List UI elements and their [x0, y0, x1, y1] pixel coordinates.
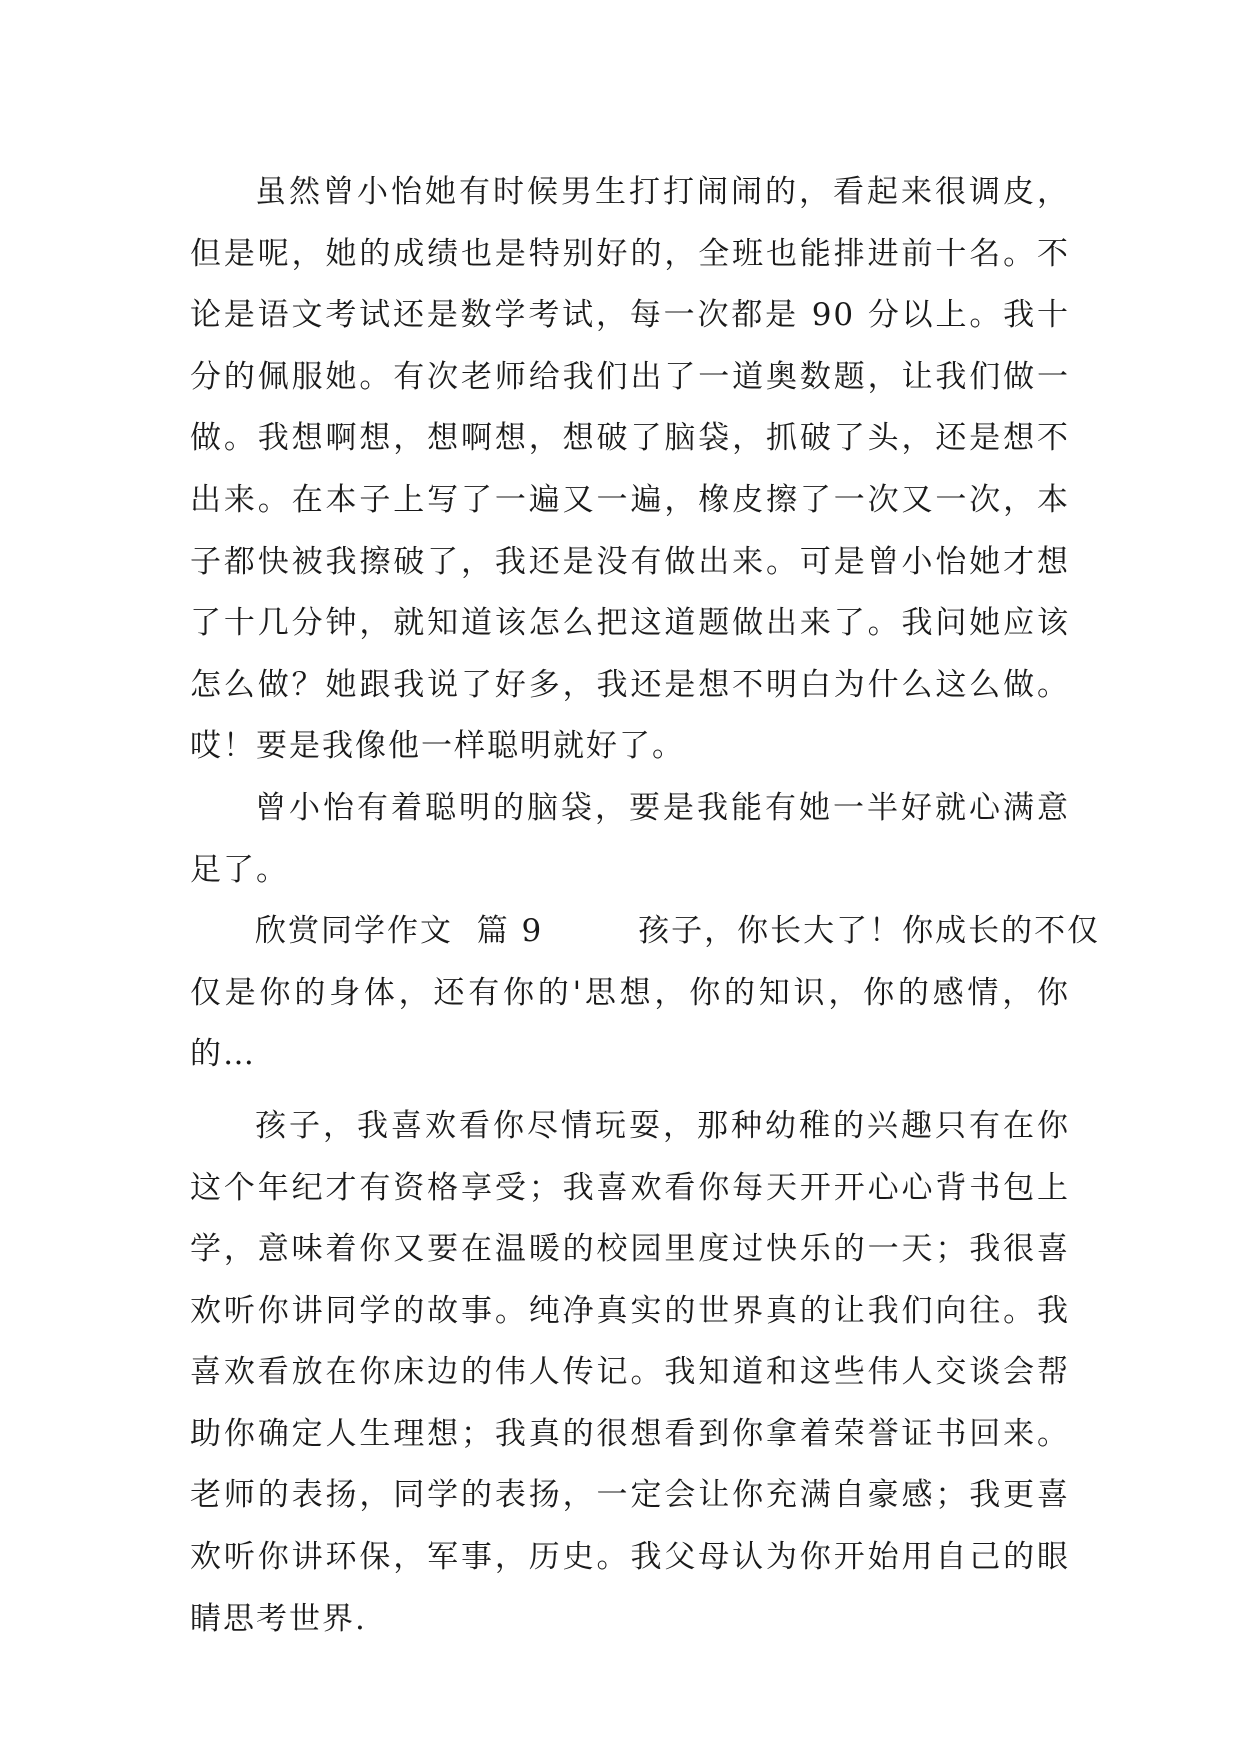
- text-line: 做。我想啊想，想啊想，想破了脑袋，抓破了头，还是想不: [190, 420, 1070, 457]
- text-line: 怎么做？她跟我说了好多，我还是想不明白为什么这么做。: [190, 666, 1070, 703]
- paragraph: [190, 901, 1101, 1086]
- text-line: 子都快被我擦破了，我还是没有做出来。可是曾小怡她才想: [190, 543, 1070, 580]
- text-line: 仅是你的身体，还有你的'思想，你的知识，你的感情，你: [190, 974, 1070, 1011]
- text-line: 分的佩服她。有次老师给我们出了一道奥数题，让我们做一: [190, 358, 1070, 395]
- paragraph-gap: [190, 1086, 1070, 1096]
- document-body: [190, 162, 1101, 1650]
- text-line: 哎！要是我像他一样聪明就好了。: [190, 728, 685, 765]
- text-line: 了十几分钟，就知道该怎么把这道题做出来了。我问她应该: [190, 605, 1070, 642]
- text-line: 但是呢，她的成绩也是特别好的，全班也能排进前十名。不: [190, 235, 1070, 272]
- text-line: 孩子，我喜欢看你尽情玩耍，那种幼稚的兴趣只有在你: [255, 1107, 1070, 1144]
- text-line: 足了。: [190, 851, 289, 888]
- text-line: 曾小怡有着聪明的脑袋，要是我能有她一半好就心满意: [255, 789, 1070, 826]
- text-line: 老师的表扬，同学的表扬，一定会让你充满自豪感；我更喜: [190, 1477, 1070, 1514]
- paragraph: [190, 778, 1070, 901]
- text-line: 欢听你讲同学的故事。纯净真实的世界真的让我们向往。我: [190, 1292, 1070, 1329]
- text-line: 睛思考世界.: [190, 1600, 367, 1637]
- text-line: 论是语文考试还是数学考试，每一次都是 90 分以上。我十: [190, 297, 1070, 334]
- text-line: 欣赏同学作文 篇 9 孩子，你长大了！你成长的不仅: [255, 913, 1101, 950]
- text-line: 虽然曾小怡她有时候男生打打闹闹的，看起来很调皮，: [255, 174, 1070, 210]
- text-line: 这个年纪才有资格享受；我喜欢看你每天开开心心背书包上: [190, 1169, 1070, 1206]
- text-line: 欢听你讲环保，军事，历史。我父母认为你开始用自己的眼: [190, 1539, 1070, 1576]
- text-line: 助你确定人生理想；我真的很想看到你拿着荣誉证书回来。: [190, 1415, 1070, 1452]
- text-line: 的…: [190, 1036, 256, 1073]
- text-line: 出来。在本子上写了一遍又一遍，橡皮擦了一次又一次，本: [190, 481, 1070, 518]
- paragraph: [190, 162, 1070, 778]
- paragraph: [190, 1096, 1070, 1650]
- text-line: 学，意味着你又要在温暖的校园里度过快乐的一天；我很喜: [190, 1231, 1070, 1268]
- text-line: 喜欢看放在你床边的伟人传记。我知道和这些伟人交谈会帮: [190, 1354, 1070, 1391]
